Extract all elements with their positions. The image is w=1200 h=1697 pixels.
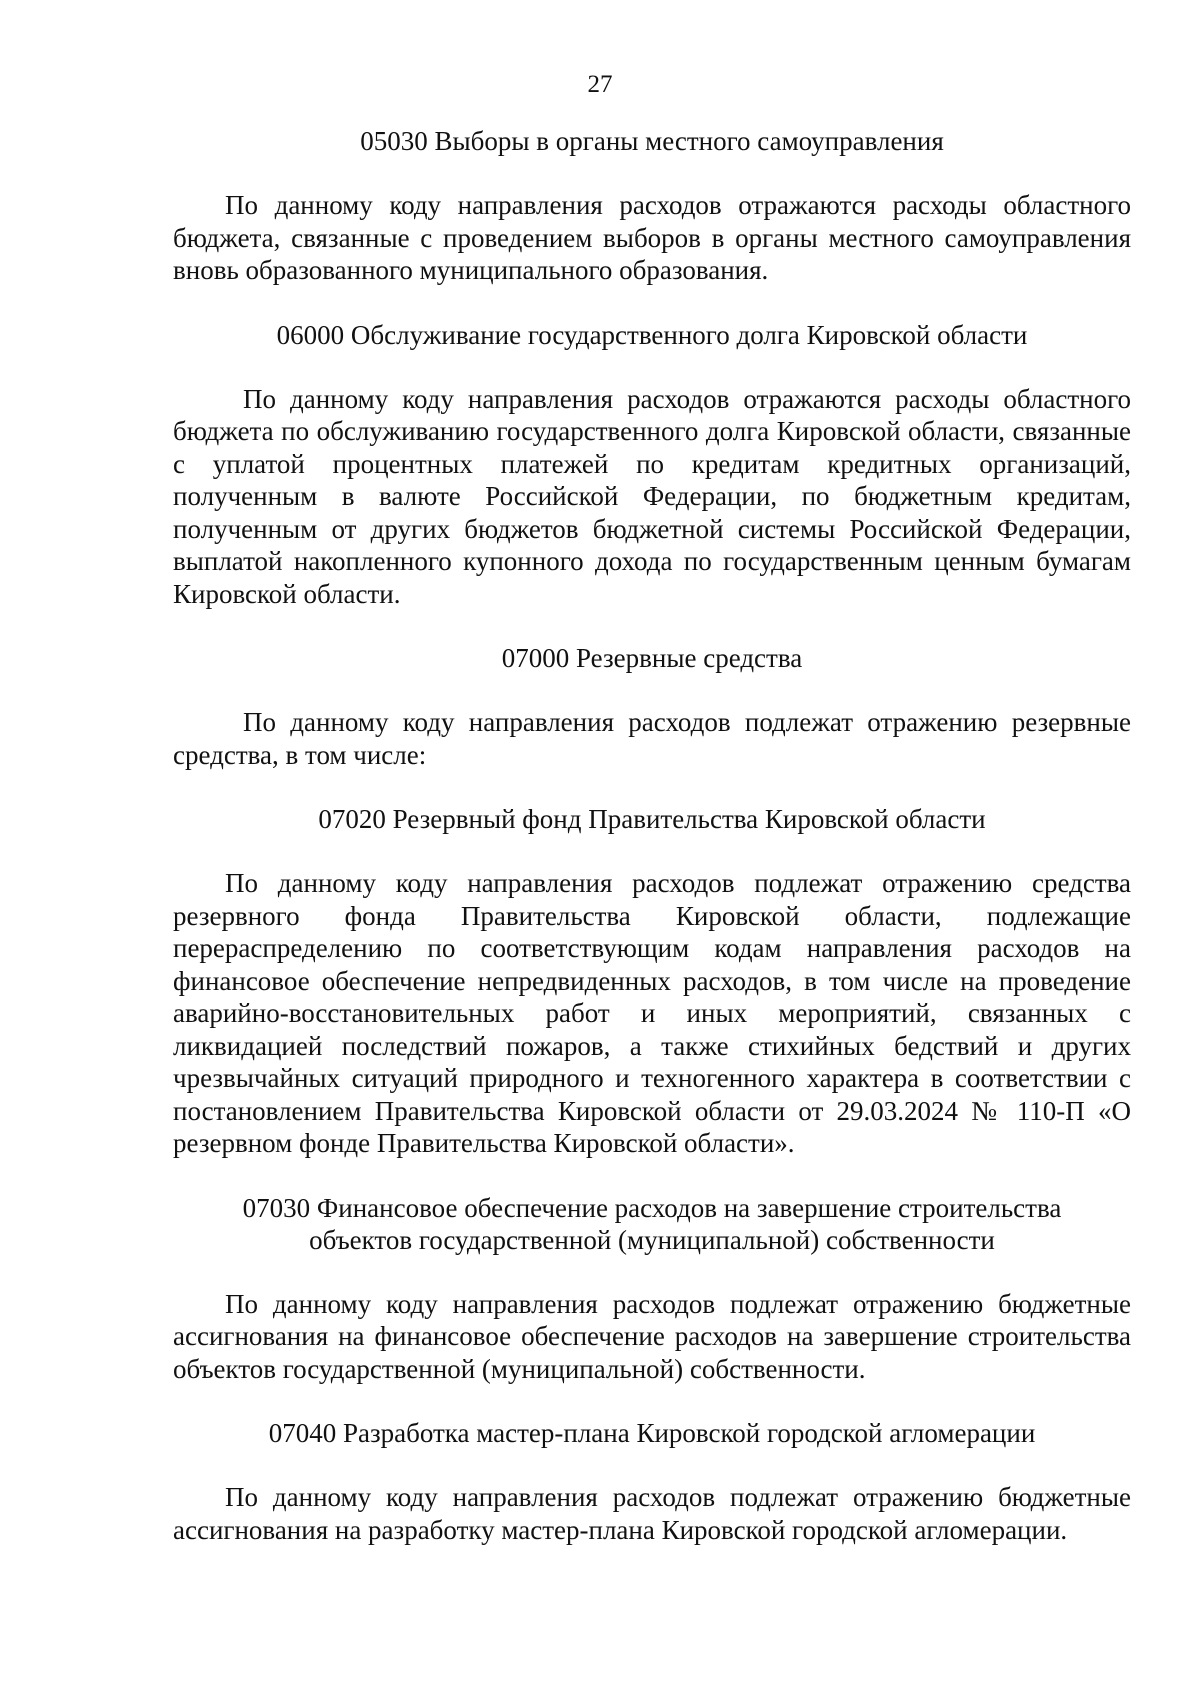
section-paragraph: По данному коду направления расходов отражаются расходы областного бюджета, связанные с проведением выборов в органы местного самоуправления вновь образованного муниципального образования.: [173, 190, 1131, 285]
section-heading: 07000 Резервные средства: [501, 643, 803, 673]
section-07020: [173, 803, 1131, 1192]
section-heading: 07040 Разработка мастер-плана Кировской городской агломерации: [268, 1418, 1036, 1448]
section-heading-line-2: объектов государственной (муниципальной) собственности: [309, 1224, 995, 1255]
section-heading: 05030 Выборы в органы местного самоуправления: [360, 126, 944, 156]
document-body: [173, 125, 1131, 1546]
section-heading-line-1: 07030 Финансовое обеспечение расходов на завершение строительства: [242, 1192, 1062, 1223]
section-paragraph: По данному коду направления расходов отражаются расходы областного бюджета по обслуживанию государственного долга Кировской области, связанные с уплатой процентных платежей по кредитам кредитных организаций, полученным в валюте Российской Федерации, по бюджетным кредитам, полученным от других бюджетов бюджетной системы Российской Федерации, выплатой накопленного купонного дохода по государственным ценным бумагам Кировской области.: [173, 383, 1131, 609]
section-06000: [173, 319, 1131, 643]
section-heading: 06000 Обслуживание государственного долга Кировской области: [276, 319, 1028, 350]
section-07040: [173, 1417, 1131, 1546]
section-heading: 07020 Резервный фонд Правительства Кировской области: [318, 804, 986, 834]
section-paragraph: По данному коду направления расходов подлежат отражению резервные средства, в том числе:: [173, 707, 1131, 770]
page-number: 27: [587, 71, 613, 98]
section-07000: [173, 642, 1131, 803]
section-05030: [173, 125, 1131, 319]
section-paragraph: По данному коду направления расходов подлежат отражению бюджетные ассигнования на разработку мастер-плана Кировской городской агломерации.: [173, 1482, 1131, 1545]
section-paragraph: По данному коду направления расходов подлежат отражению средства резервного фонда Правительства Кировской области, подлежащие перераспределению по соответствующим кодам направления расходов на финансовое обеспечение непредвиденных расходов, в том числе на проведение аварийно-восстановительных работ и иных мероприятий, связанных с ликвидацией последствий пожаров, а также стихийных бедствий и других чрезвычайных ситуаций природного и техногенного характера в соответствии с постановлением Правительства Кировской области от 29.03.2024 № 110-П «О резервном фонде Правительства Кировской области».: [173, 868, 1131, 1158]
section-paragraph: По данному коду направления расходов подлежат отражению бюджетные ассигнования на финансовое обеспечение расходов на завершение строительства объектов государственной (муниципальной) собственности.: [173, 1288, 1131, 1384]
section-07030: [173, 1192, 1131, 1418]
